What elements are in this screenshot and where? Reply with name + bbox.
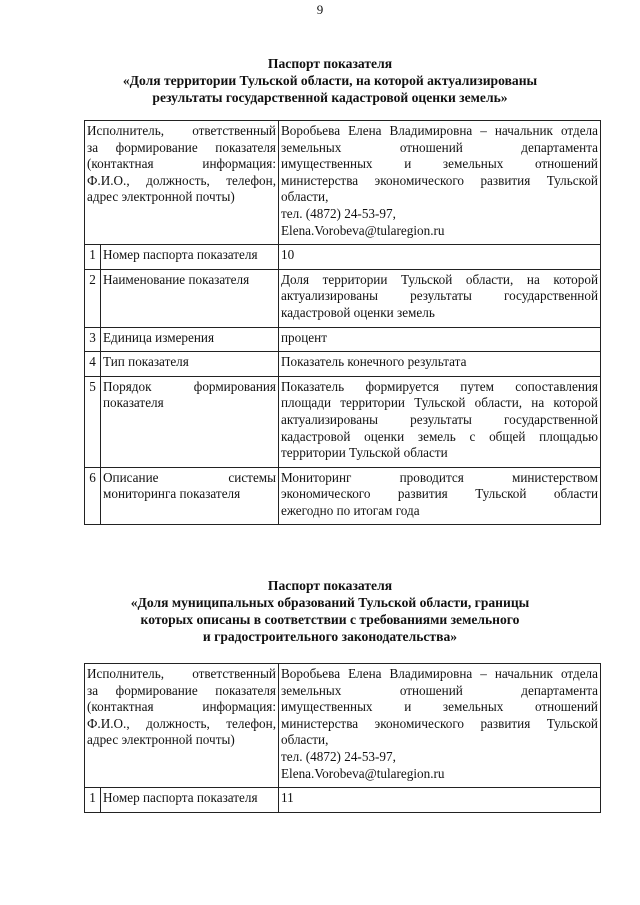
table-row	[85, 269, 601, 327]
row-value: Доля территории Тульской области, на которой актуализированы результаты государственной кадастровой оценки земель	[279, 269, 601, 327]
table-row	[85, 788, 601, 813]
page-number: 9	[316, 2, 324, 17]
executor-value: Воробьева Елена Владимировна – начальник отдела земельных отношений департамента имущественных и земельных отношений министерства экономического развития Тульской области, тел. (4872) 24-53-97, Elena.Vorobeva@tularegion.ru	[279, 121, 601, 245]
row-number: 6	[85, 467, 101, 525]
title-line: которых описаны в соответствии с требованиями земельного	[140, 612, 520, 627]
title-line: Паспорт показателя	[267, 578, 393, 593]
passport-title	[60, 577, 600, 645]
passport-title	[60, 55, 600, 106]
row-value: Мониторинг проводится министерством экономического развития Тульской области ежегодно по итогам года	[279, 467, 601, 525]
title-line: «Доля территории Тульской области, на которой актуализированы	[122, 73, 538, 88]
executor-label: Исполнитель, ответственный за формирование показателя (контактная информация: Ф.И.О., должность, телефон, адрес электронной почты)	[85, 121, 279, 245]
row-value: Показатель формируется путем сопоставления площади территории Тульской области, на которой актуализированы результаты государственной кадастровой оценки земель с общей площадью территории Тульской области	[279, 376, 601, 467]
title-line: и градостроительного законодательства»	[202, 629, 458, 644]
row-value: процент	[279, 327, 601, 352]
row-label: Тип показателя	[101, 352, 279, 377]
row-number: 4	[85, 352, 101, 377]
table-row	[85, 664, 601, 788]
row-label: Номер паспорта показателя	[101, 788, 279, 813]
table-row	[85, 467, 601, 525]
passport-table	[84, 663, 601, 813]
title-line: «Доля муниципальных образований Тульской области, границы	[130, 595, 530, 610]
title-line: Паспорт показателя	[267, 56, 393, 71]
table-row	[85, 352, 601, 377]
row-label: Единица измерения	[101, 327, 279, 352]
row-number: 2	[85, 269, 101, 327]
row-value: 10	[279, 245, 601, 270]
row-number: 1	[85, 245, 101, 270]
executor-label: Исполнитель, ответственный за формирование показателя (контактная информация: Ф.И.О., должность, телефон, адрес электронной почты)	[85, 664, 279, 788]
row-number: 3	[85, 327, 101, 352]
row-number: 1	[85, 788, 101, 813]
row-value: 11	[279, 788, 601, 813]
title-line: результаты государственной кадастровой оценки земель»	[152, 90, 508, 105]
row-label: Номер паспорта показателя	[101, 245, 279, 270]
row-value: Показатель конечного результата	[279, 352, 601, 377]
passport-table	[84, 120, 601, 525]
table-row	[85, 245, 601, 270]
table-row	[85, 121, 601, 245]
executor-value: Воробьева Елена Владимировна – начальник отдела земельных отношений департамента имущественных и земельных отношений министерства экономического развития Тульской области, тел. (4872) 24-53-97, Elena.Vorobeva@tularegion.ru	[279, 664, 601, 788]
row-label: Порядок формирования показателя	[101, 376, 279, 467]
row-number: 5	[85, 376, 101, 467]
table-row	[85, 376, 601, 467]
row-label: Описание системы мониторинга показателя	[101, 467, 279, 525]
row-label: Наименование показателя	[101, 269, 279, 327]
table-row	[85, 327, 601, 352]
